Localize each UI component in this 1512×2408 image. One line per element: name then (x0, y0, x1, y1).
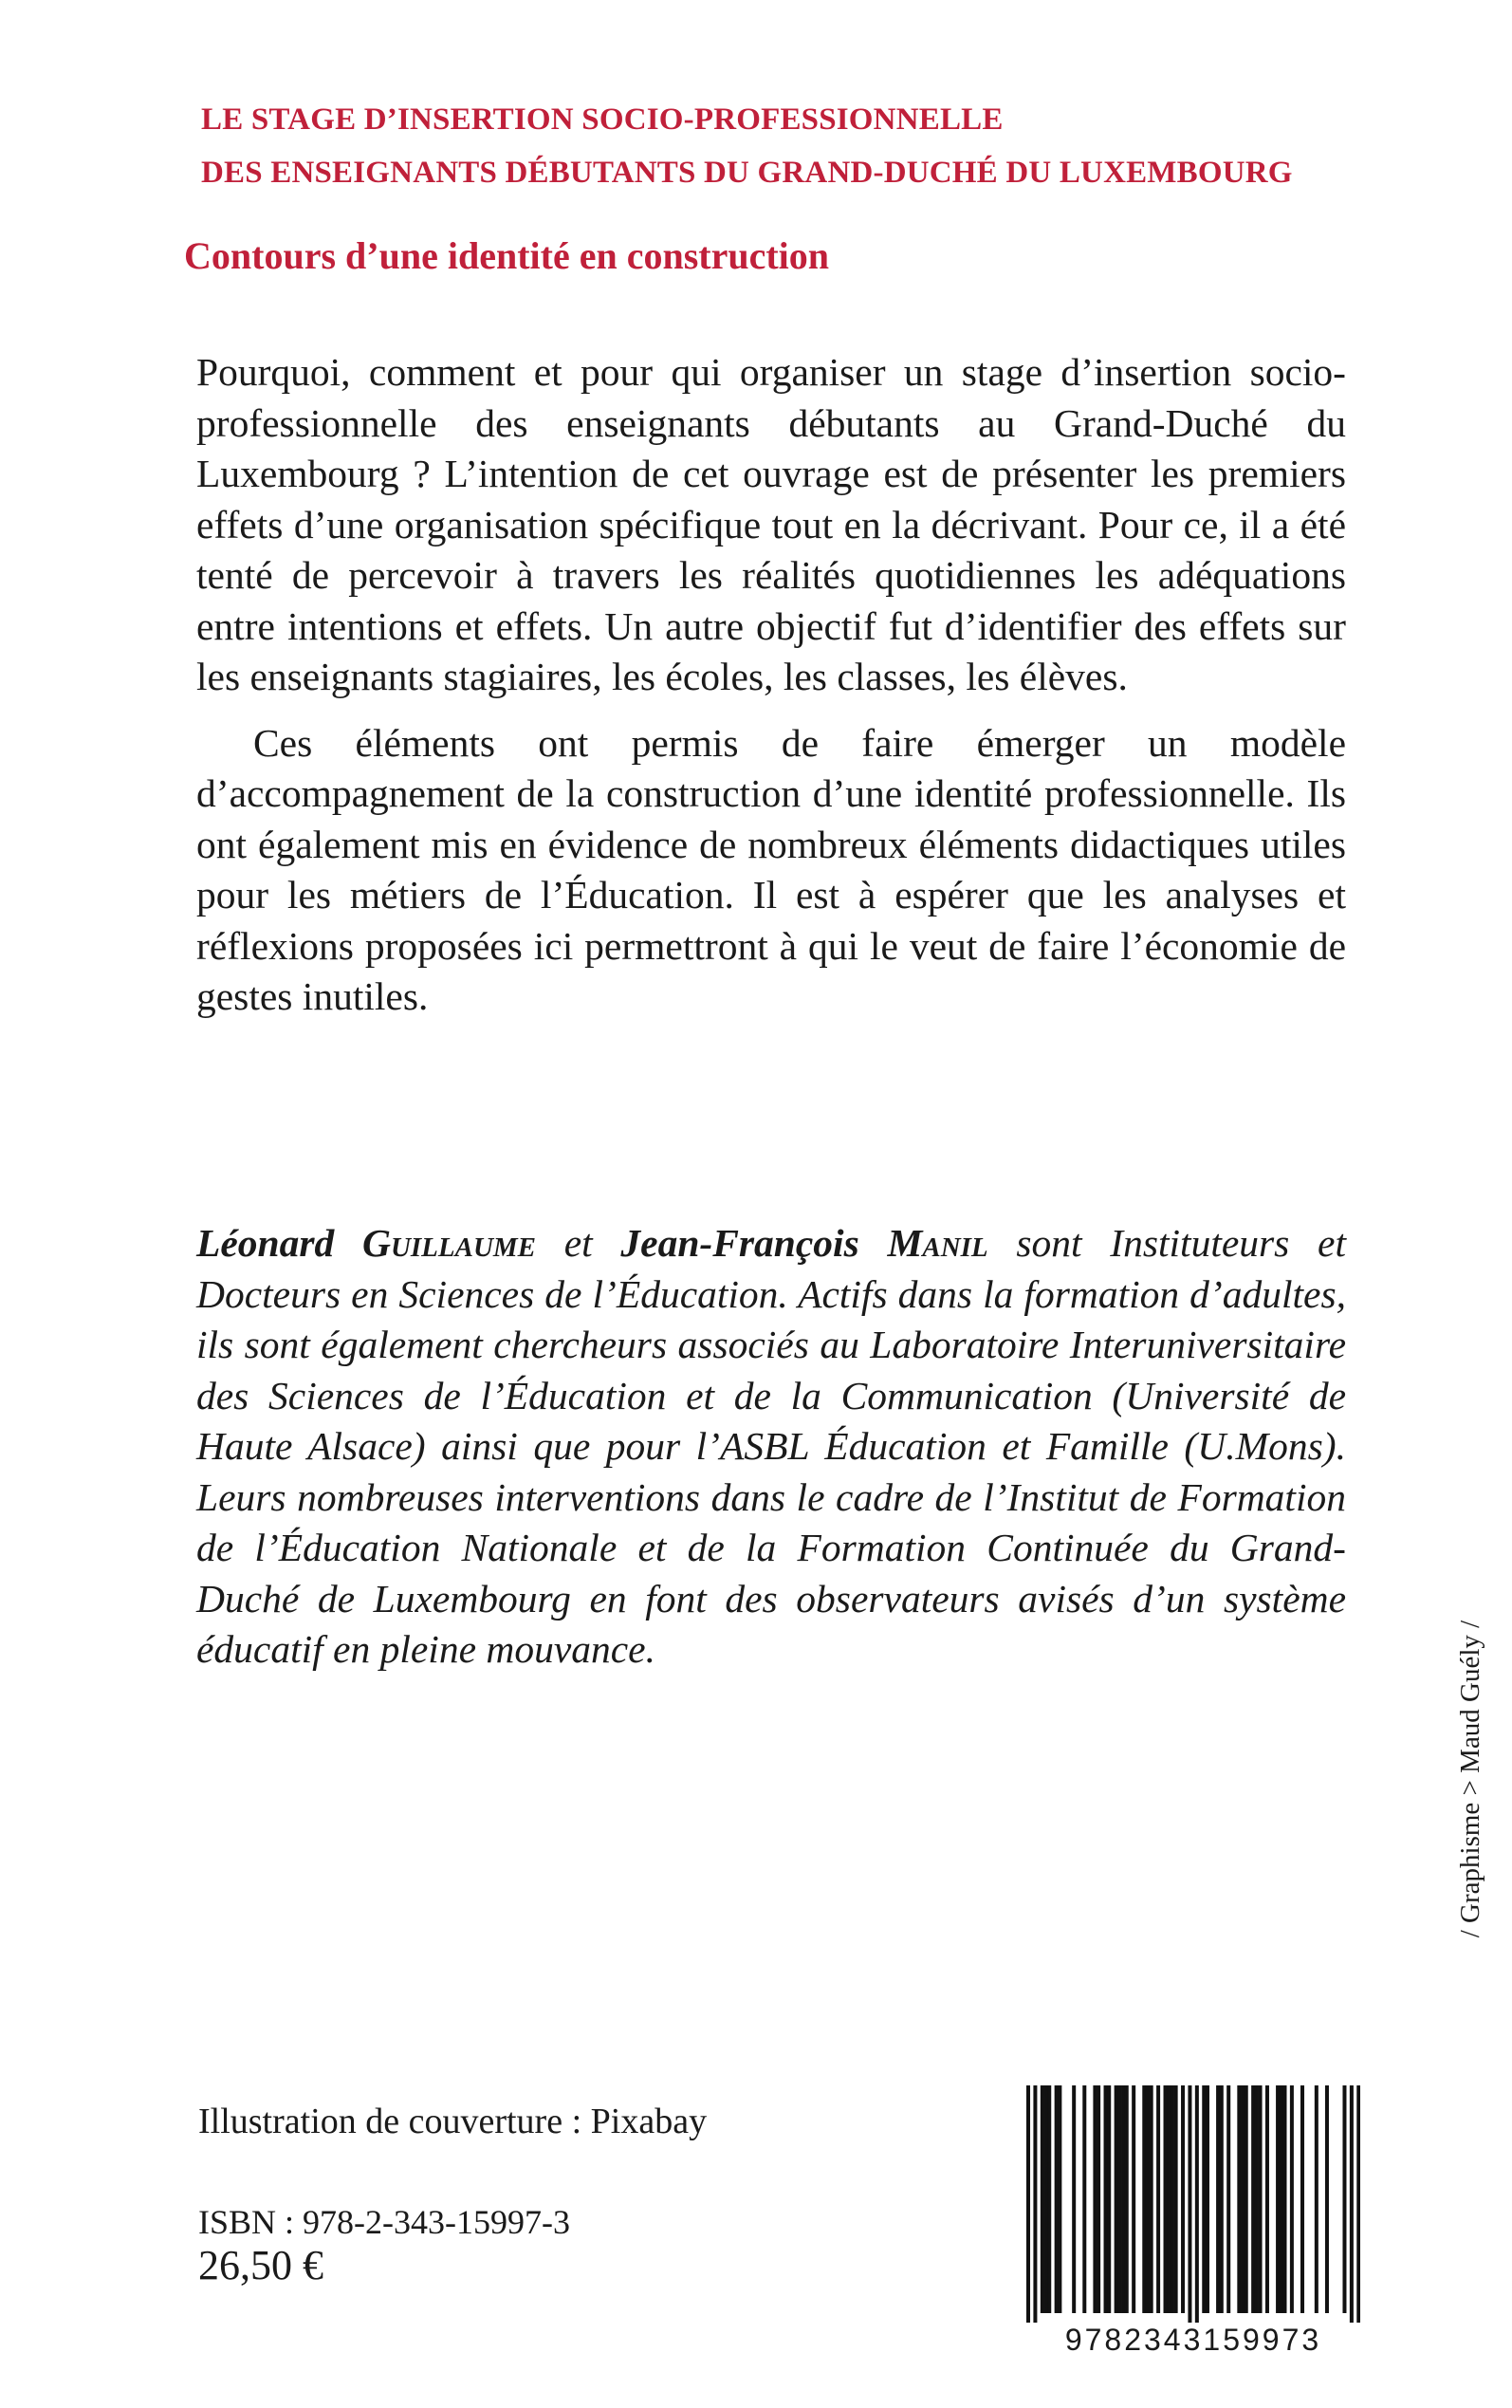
barcode-bar (1167, 2085, 1171, 2313)
barcode-bar (1276, 2085, 1280, 2313)
author-2-last-name: Manil (887, 1221, 988, 1265)
barcode-bar (1171, 2085, 1174, 2313)
barcode-bar (1072, 2085, 1076, 2313)
barcode-bar (1125, 2085, 1129, 2313)
author-2-first-name: Jean-François (620, 1221, 888, 1265)
barcode (1026, 2085, 1360, 2323)
barcode-bar (1245, 2085, 1248, 2313)
barcode-bar (1142, 2085, 1146, 2313)
barcode-bar (1325, 2085, 1329, 2313)
barcode-bar (1033, 2085, 1037, 2323)
author-1-first-name: Léonard (196, 1221, 362, 1265)
barcode-bar (1265, 2085, 1269, 2313)
barcode-bar (1093, 2085, 1097, 2313)
barcode-bar (1290, 2085, 1294, 2313)
barcode-bar (1300, 2085, 1304, 2313)
barcode-bar (1195, 2085, 1199, 2323)
barcode-bar (1174, 2085, 1178, 2313)
barcode-bar (1150, 2085, 1153, 2313)
barcode-bar (1082, 2085, 1086, 2313)
summary-paragraph-2: Ces éléments ont permis de faire émerger un modèle d’accompagnement de la construction d’une identité professionnelle. Ils ont également mis en évidence de nombreux éléments didactiques utiles pour les métiers de l’Éducation. Il est à espérer que les analyses et réflexions proposées ici permettront à qui le veut de faire l’économie de gestes inutiles. (196, 720, 1346, 1018)
barcode-bar (1026, 2085, 1030, 2323)
summary-paragraph-1: Pourquoi, comment et pour qui organiser un stage d’insertion socio-professionnelle des enseignants débutants au Grand-Duché du Luxembourg ? L’intention de cet ouvrage est de présenter les premiers effets d’une organisation spécifique tout en la décrivant. Pour ce, il a été tenté de percevoir à travers les réalités quotidiennes les adéquations entre intentions et effets. Un autre objectif fut d’identifier des effets sur les enseignants stagiaires, les écoles, les classes, les élèves. (196, 350, 1346, 698)
author-conjunction: et (536, 1221, 621, 1265)
barcode-bar (1097, 2085, 1100, 2313)
author-bio (196, 1218, 1346, 1676)
summary (196, 347, 1346, 1023)
barcode-bar (1156, 2085, 1160, 2313)
isbn: ISBN : 978-2-343-15997-3 (198, 2203, 570, 2241)
barcode-bar (1115, 2085, 1118, 2313)
author-1-last-name: Guillaume (361, 1221, 537, 1265)
barcode-bar (1282, 2085, 1286, 2313)
barcode-bar (1280, 2085, 1283, 2313)
design-credit: / Graphisme > Maud Guély / (1455, 1620, 1485, 1938)
barcode-bar (1206, 2085, 1209, 2313)
barcode-bar (1041, 2085, 1044, 2313)
author-bio-text: sont Instituteurs et Docteurs en Sciences de l’Éducation. Actifs dans la formation d’adultes, ils sont également chercheurs associés au Laboratoire Interuniversitaire des Sciences de l’Éducation et de la Communication (Université de Haute Alsace) ainsi que pour l’ASBL Éducation et Famille (U.Mons). Leurs nombreuses interventions dans le cadre de l’Institut de Formation de l’Éducation Nationale et de la Formation Continuée du Grand-Duché de Luxembourg en font des observateurs avisés d’un système éducatif en pleine mouvance. (196, 1221, 1346, 1671)
barcode-bar (1146, 2085, 1150, 2313)
barcode-bar (1117, 2085, 1121, 2313)
barcode-bar (1237, 2085, 1241, 2313)
title-block (201, 93, 1396, 199)
illustration-credit: Illustration de couverture : Pixabay (198, 2102, 708, 2141)
barcode-bar (1356, 2085, 1360, 2323)
barcode-bar (1216, 2085, 1220, 2313)
barcode-bar (1047, 2085, 1051, 2313)
title-line-1: LE STAGE D’INSERTION SOCIO-PROFESSIONNELLE (201, 102, 1004, 137)
barcode-bar (1055, 2085, 1059, 2313)
barcode-graphic (1026, 2085, 1360, 2323)
barcode-bar (1226, 2085, 1230, 2313)
barcode-bar (1132, 2085, 1135, 2313)
title-line-2: DES ENSEIGNANTS DÉBUTANTS DU GRAND-DUCHÉ DU LUXEMBOURG (201, 156, 1293, 190)
barcode-bar (1342, 2085, 1346, 2313)
barcode-bar (1251, 2085, 1255, 2313)
price: 26,50 € (198, 2242, 323, 2288)
barcode-bar (1181, 2085, 1185, 2313)
subtitle: Contours d’une identité en construction (184, 234, 830, 277)
barcode-bar (1202, 2085, 1206, 2313)
barcode-bar (1241, 2085, 1245, 2313)
barcode-bar (1164, 2085, 1168, 2313)
barcode-bar (1220, 2085, 1224, 2313)
barcode-bar (1315, 2085, 1318, 2313)
barcode-digits: 9782343159973 (1064, 2323, 1322, 2357)
barcode-bar (1044, 2085, 1048, 2313)
barcode-bar (1259, 2085, 1263, 2313)
barcode-bar (1188, 2085, 1191, 2323)
barcode-bar (1058, 2085, 1061, 2313)
barcode-bar (1350, 2085, 1354, 2323)
barcode-bar (1255, 2085, 1259, 2313)
barcode-bar (1121, 2085, 1125, 2313)
barcode-bar (1104, 2085, 1108, 2313)
barcode-bar (1107, 2085, 1111, 2313)
